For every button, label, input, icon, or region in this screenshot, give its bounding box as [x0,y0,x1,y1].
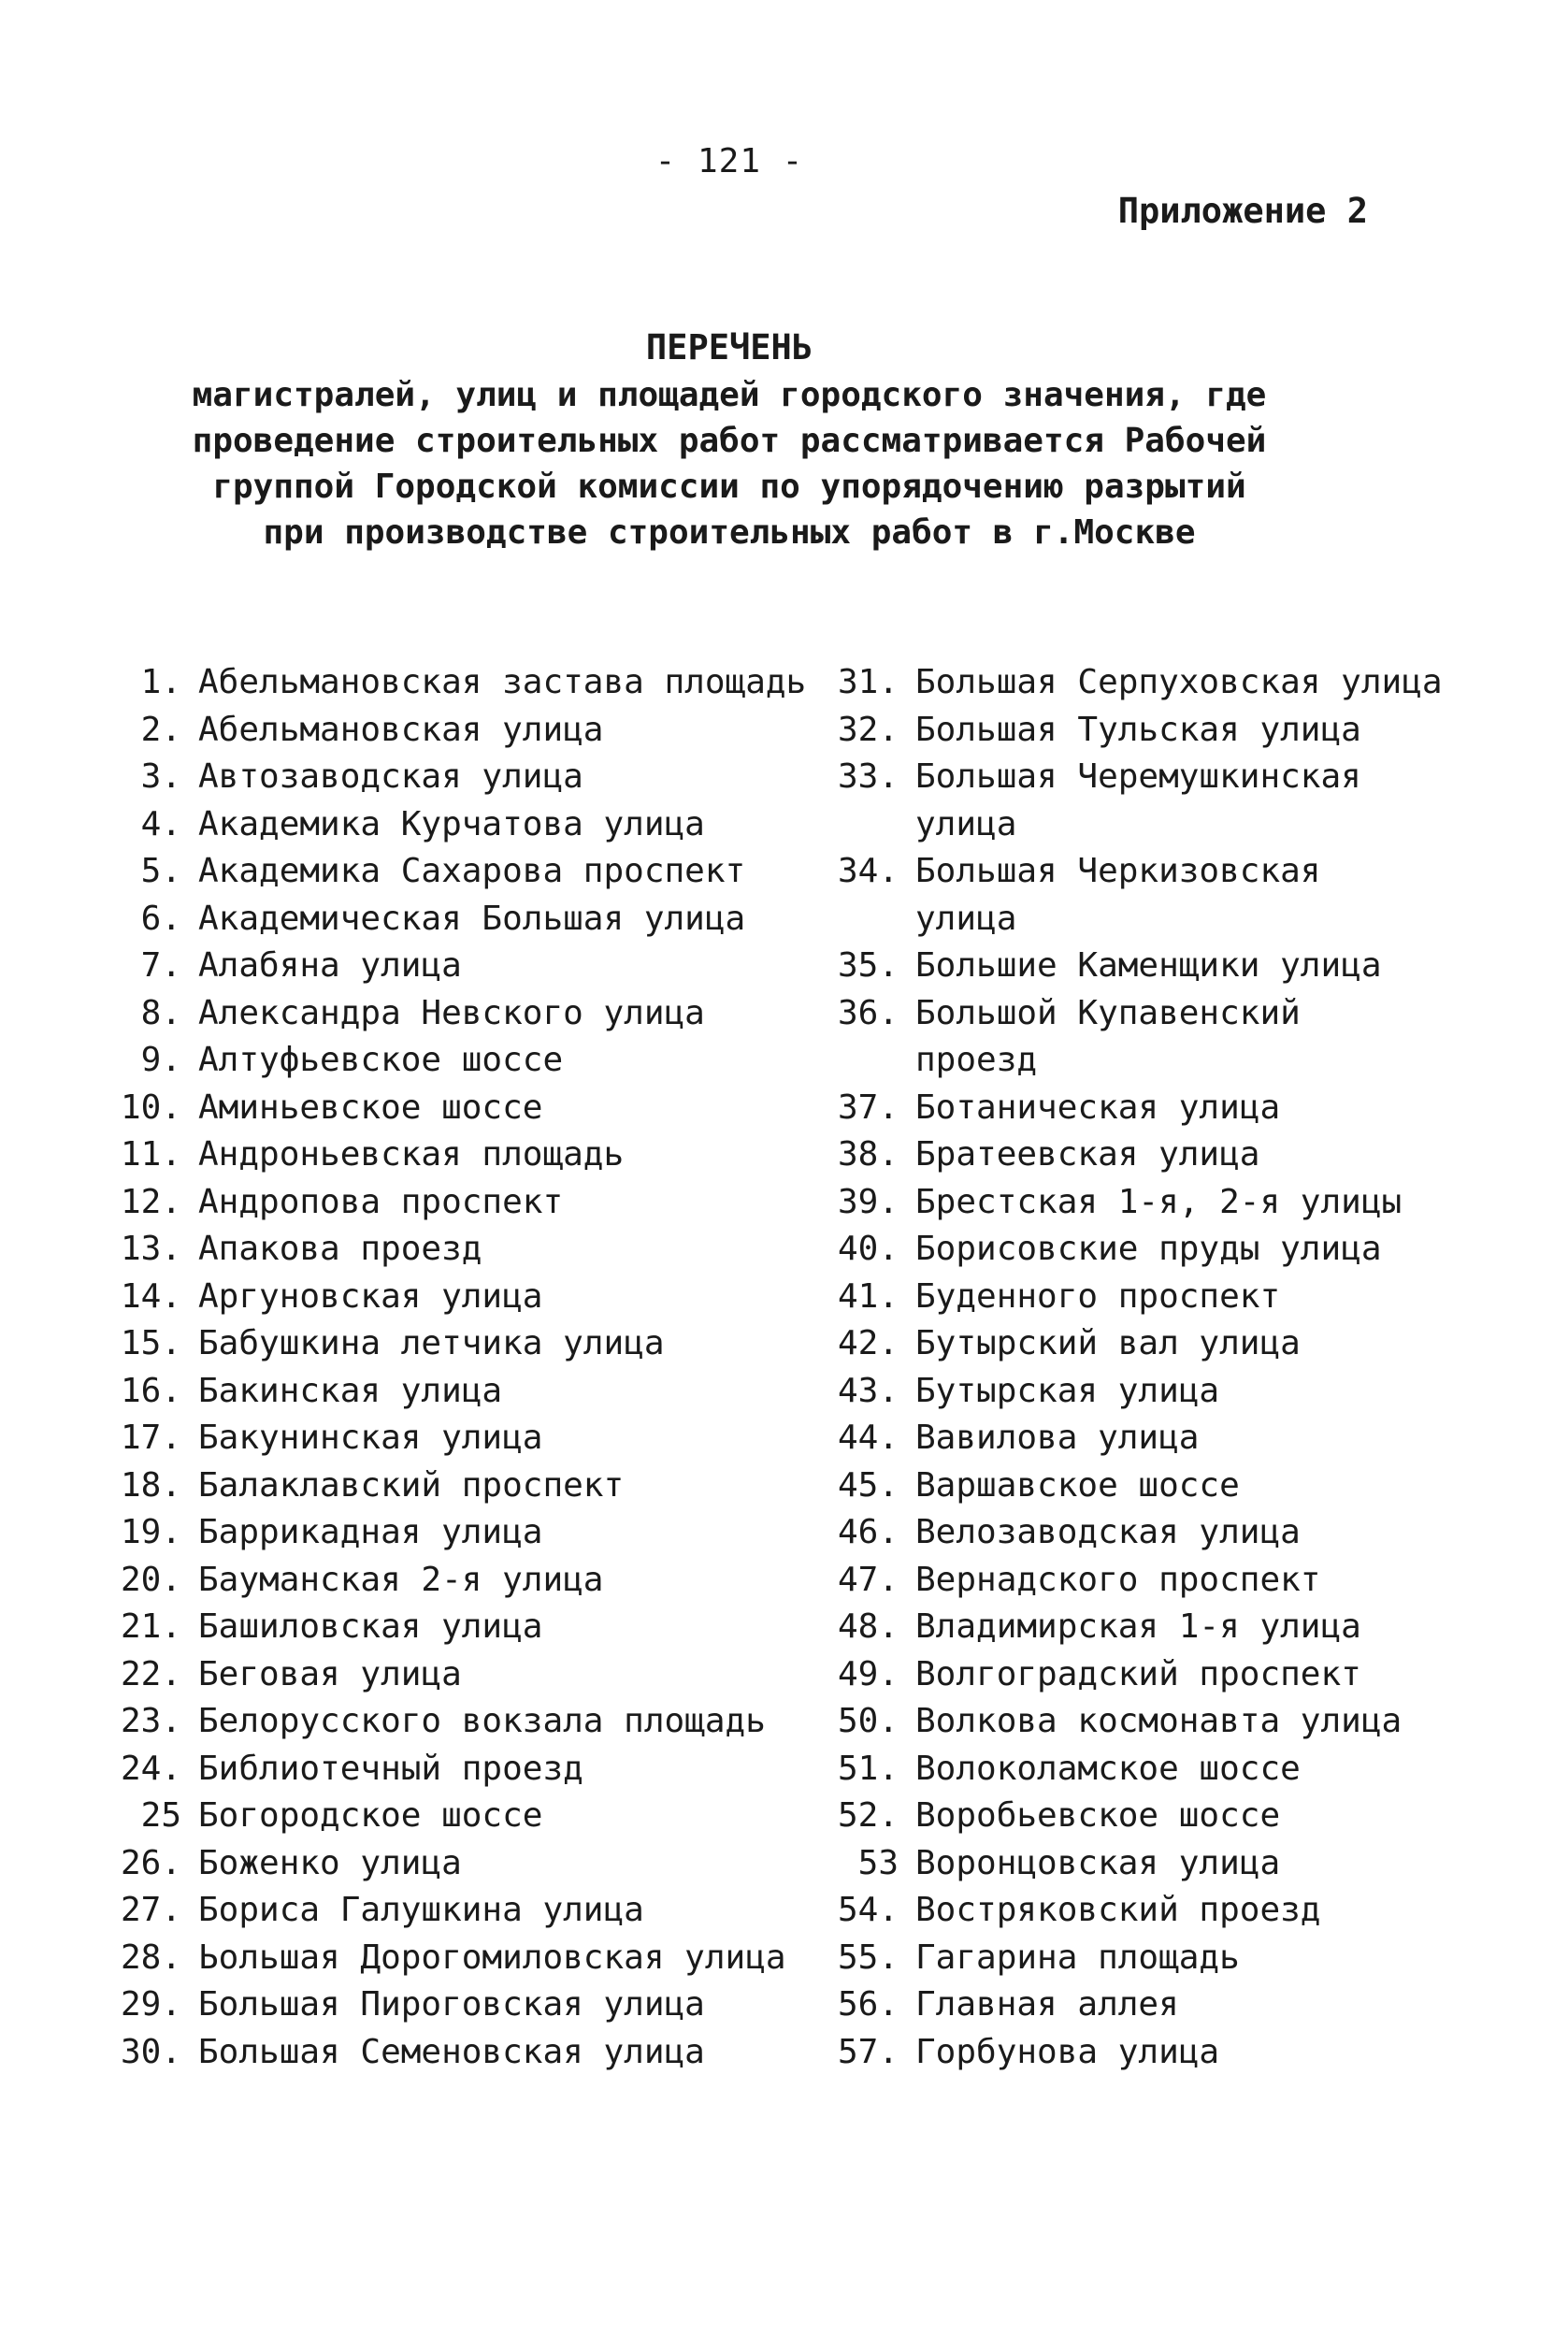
list-item-text [899,1131,1259,1179]
list-item-text [899,1935,1240,1982]
list-item-line: Андропова проспект [198,1182,564,1221]
list-item-number: 29. [120,1985,181,2024]
list-item-text [899,2029,1219,2077]
list-item [837,754,1529,848]
list-item-number: 15. [120,1324,181,1362]
list-item-line: Ьольшая Дорогомиловская улица [198,1938,786,1977]
list-item-text [899,659,1443,707]
list-item-text [899,990,1301,1085]
list-item [837,1085,1529,1132]
list-item [105,1037,815,1085]
list-item-text [181,943,462,990]
list-item-text [181,1840,462,1888]
list-item-number: 44. [837,1419,899,1457]
list-item [105,1226,815,1274]
list-item-line: Главная аллея [915,1985,1179,2024]
list-item-number: 30. [120,2032,181,2071]
list-item-number: 53 [857,1843,899,1882]
page-number: - 121 - [655,142,804,180]
list-item [105,659,815,707]
street-list-left-column [105,659,815,2076]
list-item [105,896,815,944]
list-item-number: 50. [837,1702,899,1740]
list-item-line: Александра Невского улица [198,993,705,1032]
list-item [105,1935,815,1982]
list-item [105,1179,815,1227]
list-item-line: Владимирская 1-я улица [915,1607,1361,1646]
list-item-text [181,1415,542,1462]
list-item-number: 24. [120,1749,181,1788]
list-item-text [181,1462,624,1510]
list-item [105,1368,815,1416]
list-item-number: 56. [837,1985,899,2024]
list-item [105,1557,815,1605]
list-item-number: 10. [120,1088,181,1127]
list-item-number: 38. [837,1135,899,1174]
list-item-line: Воробьевское шоссе [915,1796,1281,1835]
list-item-number: 8. [140,993,181,1032]
list-item-line: Богородское шоссе [198,1796,543,1835]
list-item-number: 25 [140,1796,181,1835]
list-item-line: Большая Черемушкинская [915,757,1361,796]
list-item-text [181,1320,665,1368]
list-item-text [181,1179,563,1227]
list-item-text [181,1981,705,2029]
list-item-number: 9. [140,1041,181,1079]
list-item-number: 33. [837,757,899,796]
list-item [837,1557,1529,1605]
list-item-number: 41. [837,1276,899,1316]
list-item [837,1840,1529,1888]
list-item-number: 55. [837,1938,899,1977]
list-item-text [899,1698,1402,1746]
list-item-number: 13. [120,1230,181,1268]
list-item-number: 34. [837,852,899,890]
list-item-text [899,1274,1280,1321]
list-item-number: 11. [120,1135,181,1174]
list-item-number: 27. [120,1891,181,1929]
list-item [105,1415,815,1462]
list-item-line: Волгоградский проспект [915,1654,1361,1693]
list-item-line: Ботаническая улица [915,1088,1281,1127]
list-item-line: Большой Купавенский [915,993,1301,1032]
list-item-number: 49. [837,1654,899,1693]
list-item [105,848,815,896]
list-item [837,2029,1529,2077]
list-item [837,990,1529,1085]
list-item-text [181,659,806,707]
list-item-number: 19. [120,1513,181,1551]
list-item-number: 28. [120,1938,181,1977]
list-item [837,1462,1529,1510]
list-item [837,1226,1529,1274]
list-item [105,1131,815,1179]
list-item-number: 21. [120,1607,181,1646]
list-item-number: 36. [837,993,899,1032]
list-item-number: 57. [837,2032,899,2071]
list-item-number: 14. [120,1276,181,1316]
list-item-number: 47. [837,1560,899,1599]
list-item-line: Апакова проезд [198,1230,482,1268]
list-item-line: Волкова космонавта улица [915,1702,1403,1740]
list-item-number: 43. [837,1371,899,1410]
list-item-line: Бориса Галушкина улица [198,1891,644,1929]
list-item-text [899,1981,1179,2029]
list-item-text [899,1651,1361,1699]
list-item-number: 54. [837,1891,899,1929]
list-item-line: улица [915,804,1017,843]
list-item [105,1981,815,2029]
list-item-text [181,1935,786,1982]
list-item-line: Варшавское шоссе [915,1465,1240,1505]
list-item-line: Большая Черкизовская [915,852,1321,890]
list-item [837,1935,1529,1982]
list-item-number: 4. [140,804,181,843]
list-item [837,1179,1529,1227]
list-item-line: Аргуновская улица [198,1276,543,1316]
list-item-number: 45. [837,1465,899,1505]
list-item-text [181,1746,583,1794]
list-item [837,1981,1529,2029]
list-item-text [899,848,1320,943]
subtitle-line: проведение строительных работ рассматривается Рабочей [192,422,1267,460]
list-item [105,1746,815,1794]
list-item-line: Абельмановская застава площадь [198,663,807,701]
list-item-number: 5. [140,852,181,890]
list-item-text [181,801,705,849]
list-item [105,943,815,990]
list-item [837,659,1529,707]
list-item [837,1746,1529,1794]
list-item-text [181,1698,766,1746]
list-item [837,1698,1529,1746]
list-item-text [899,1840,1280,1888]
list-item-number: 40. [837,1230,899,1268]
list-item-line: Вернадского проспект [915,1560,1321,1599]
list-item-line: Большая Пироговская улица [198,1985,705,2024]
list-item-text [899,1415,1199,1462]
list-item [105,1651,815,1699]
appendix-label: Приложение 2 [1117,191,1368,231]
list-item-line: Баррикадная улица [198,1513,543,1551]
street-list-right-column [837,659,1529,2076]
list-item-line: Бакинская улица [198,1371,503,1410]
list-item-line: Бауманская 2-я улица [198,1560,604,1599]
list-item [837,1651,1529,1699]
list-item-line: Бутырская улица [915,1371,1220,1410]
list-item-number: 42. [837,1324,899,1362]
list-item-line: Буденного проспект [915,1276,1281,1316]
list-item-line: Вавилова улица [915,1419,1200,1457]
list-item [105,1509,815,1557]
list-item [837,1415,1529,1462]
list-item-number: 48. [837,1607,899,1646]
list-item [105,801,815,849]
list-item [837,1887,1529,1935]
list-item [105,1604,815,1651]
list-item-text [181,1274,542,1321]
list-item [105,1274,815,1321]
list-item-line: Братеевская улица [915,1135,1260,1174]
subtitle-line: группой Городской комиссии по упорядочению разрытий [212,468,1246,506]
list-item [837,1509,1529,1557]
list-item-text [899,1320,1301,1368]
list-item [837,1368,1529,1416]
list-item-line: Волоколамское шоссе [915,1749,1301,1788]
list-item [837,1793,1529,1840]
list-item-text [899,1509,1301,1557]
list-item-number: 23. [120,1702,181,1740]
list-item-text [181,848,745,896]
list-item-line: Горбунова улица [915,2032,1220,2071]
subtitle-line: магистралей, улиц и площадей городского значения, где [192,376,1267,414]
list-item-number: 6. [140,899,181,938]
list-item [837,1274,1529,1321]
list-item-number: 39. [837,1182,899,1221]
list-item-line: Большие Каменщики улица [915,946,1382,985]
list-item-line: Велозаводская улица [915,1513,1301,1551]
list-item-text [181,1037,563,1085]
list-item-number: 37. [837,1088,899,1127]
list-item-line: Академическая Большая улица [198,899,746,938]
list-item-number: 3. [140,757,181,796]
list-item-number: 46. [837,1513,899,1551]
list-item [105,1793,815,1840]
list-item-text [181,1793,542,1840]
list-item [105,1085,815,1132]
list-item-number: 35. [837,946,899,985]
list-item-line: Большая Семеновская улица [198,2032,705,2071]
list-item-line: улица [915,899,1017,938]
list-item-line: Библиотечный проезд [198,1749,583,1788]
list-item-number: 32. [837,710,899,749]
list-item-number: 22. [120,1654,181,1693]
list-item-text [181,1131,624,1179]
list-item-text [181,1509,542,1557]
list-item-text [181,1368,502,1416]
list-item-line: Белорусского вокзала площадь [198,1702,766,1740]
list-item-text [899,1557,1320,1605]
list-item-number: 20. [120,1560,181,1599]
list-item-line: Автозаводская улица [198,757,583,796]
list-item-line: Балаклавский проспект [198,1465,625,1505]
list-item-number: 52. [837,1796,899,1835]
list-item-line: Академика Курчатова улица [198,804,705,843]
list-item-number: 18. [120,1465,181,1505]
list-item-text [899,1887,1320,1935]
list-item-text [899,943,1382,990]
list-item-number: 51. [837,1749,899,1788]
list-item [837,1604,1529,1651]
list-item [105,754,815,801]
list-item-text [899,1604,1361,1651]
list-item-text [899,1793,1280,1840]
list-item-text [899,1226,1382,1274]
list-item-number: 16. [120,1371,181,1410]
list-item [837,1131,1529,1179]
list-item-text [899,754,1361,848]
list-item-text [181,1557,603,1605]
list-item-line: Востряковский проезд [915,1891,1321,1929]
list-item-number: 17. [120,1419,181,1457]
list-item [105,990,815,1038]
list-item-line: Брестская 1-я, 2-я улицы [915,1182,1403,1221]
list-item-line: Борисовские пруды улица [915,1230,1382,1268]
list-item [837,943,1529,990]
list-item-text [899,707,1361,755]
list-item-number: 26. [120,1843,181,1882]
list-item-text [899,1179,1402,1227]
list-item-text [899,1085,1280,1132]
list-item-line: Боженко улица [198,1843,462,1882]
list-item-line: Академика Сахарова проспект [198,852,746,890]
list-item [105,1462,815,1510]
list-item-text [181,1226,482,1274]
list-item-text [181,1604,542,1651]
list-item [837,1320,1529,1368]
list-item-line: Аминьевское шоссе [198,1088,543,1127]
list-item [837,848,1529,943]
list-item-line: Бакунинская улица [198,1419,543,1457]
list-item-text [899,1462,1240,1510]
list-item [105,1887,815,1935]
list-item [837,707,1529,755]
list-item-number: 31. [837,663,899,701]
list-item-line: Бутырский вал улица [915,1324,1301,1362]
list-item-line: Башиловская улица [198,1607,543,1646]
list-item-line: Воронцовская улица [915,1843,1281,1882]
list-item [105,1840,815,1888]
list-item-line: Андроньевская площадь [198,1135,625,1174]
list-item [105,707,815,755]
list-item-line: Абельмановская улица [198,710,604,749]
list-item-text [899,1368,1219,1416]
list-item-line: Беговая улица [198,1654,462,1693]
list-item-line: Алтуфьевское шоссе [198,1041,564,1079]
subtitle-line: при производстве строительных работ в г.Москве [263,513,1196,552]
list-item-text [181,1085,542,1132]
list-item-text [181,754,583,801]
list-item-text [181,1887,644,1935]
list-item-text [181,707,603,755]
list-item-line: Гагарина площадь [915,1938,1240,1977]
list-item-line: Алабяна улица [198,946,462,985]
list-item-text [181,1651,462,1699]
list-item-number: 7. [140,946,181,985]
list-item-text [181,896,745,944]
list-item-number: 2. [140,710,181,749]
list-item [105,1698,815,1746]
list-item-line: Большая Серпуховская улица [915,663,1443,701]
list-item-line: проезд [915,1041,1038,1079]
list-item-text [181,2029,705,2077]
list-item-text [899,1746,1301,1794]
list-item-line: Бабушкина летчика улица [198,1324,665,1362]
document-title: ПЕРЕЧЕНЬ [645,327,813,367]
list-item-number: 1. [140,663,181,701]
list-item [105,2029,815,2077]
list-item-text [181,990,705,1038]
list-item-number: 12. [120,1182,181,1221]
list-item [105,1320,815,1368]
list-item-line: Большая Тульская улица [915,710,1361,749]
document-subtitle [0,372,1459,555]
